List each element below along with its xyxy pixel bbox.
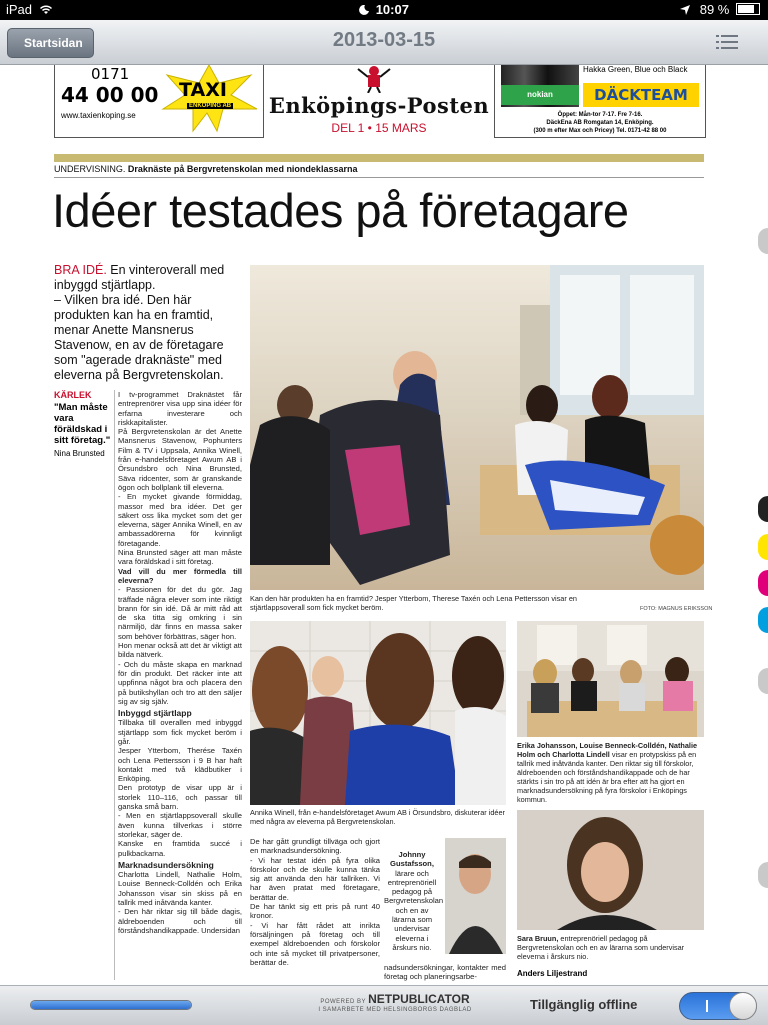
sara-photo[interactable] <box>517 810 704 930</box>
nokian-logo: nokian <box>501 85 579 105</box>
paragraph: De har gått grundligt tillväga och gjort en marknadsundersökning. <box>250 837 380 856</box>
moon-icon <box>359 5 369 15</box>
paragraph: nadsundersökningar, kontakter med företag och planeringsarbe- <box>384 963 506 982</box>
status-right <box>680 2 760 17</box>
download-progress-bar <box>30 1000 192 1010</box>
paragraph: De har tänkt sig ett pris på runt 40 kronor. <box>250 902 380 921</box>
taxi-phone: 44 00 00 <box>61 83 159 107</box>
masthead-figure-logo <box>354 65 394 93</box>
body-column-2 <box>250 837 380 967</box>
paragraph: Jesper Ytterbom, Therése Taxén och Lena Pettersson i 9 B har haft kontakt med två klädbutiker i Enköping. <box>118 746 242 784</box>
paragraph: - Men en stjärtlappsoverall skulle även kunna tillverkas i större storlekar, säger de. <box>118 811 242 839</box>
ingress-text: En vinteroverall med inbyggd stjärtlapp. <box>54 263 225 292</box>
tire-brands: Hakka Green, Blue och Black <box>583 65 688 74</box>
masthead-issue: DEL 1 • 15 MARS <box>331 121 427 135</box>
offline-toggle[interactable] <box>679 992 757 1020</box>
sara-caption-name: Sara Bruun, <box>517 934 559 943</box>
masthead <box>268 65 490 139</box>
masthead-title: Enköpings-Posten <box>268 93 490 118</box>
paragraph: Charlotta Lindell, Nathalie Holm, Louise Benneck-Colldén och Erika Johansson visar sin skiss på en tallrik med inåtvända kanter. <box>118 870 242 908</box>
johnny-photo[interactable] <box>445 838 506 954</box>
erika-caption-text: visar en protypskiss på en tallrik med inåtvända kanter. Den riktar sig till förskolor, äldreboenden och förståndshandikappade och de har stärkts i sin tro på att idén är bra efter att ha gjort en marknadsundersökning på fyra förskolor i Enköpings kommun. <box>517 750 697 804</box>
partner-text: I SAMARBETE MED HELSINGBORGS DAGBLAD <box>318 1007 472 1013</box>
taxi-advertisement[interactable] <box>54 65 264 138</box>
headline: Idéer testades på företagare <box>52 184 629 237</box>
offline-label: Tillgänglig offline <box>530 997 638 1012</box>
page-marker <box>758 496 768 522</box>
erika-caption-names: Erika Johansson, Louise Benneck-Colldén, Nathalie Holm och Charlotta Lindell <box>517 741 698 759</box>
toggle-on-indicator <box>706 1000 708 1012</box>
toggle-knob[interactable] <box>729 992 757 1020</box>
paragraph: - Passionen för det du gör. Jag träffade några elever som inte riktigt brann för sin idé. Då är mitt råd att de ska titta sig omkring i sin närmiljö, där finns en massa saker som behöver förbättras, säger hon. <box>118 585 242 641</box>
pullquote-text: "Man måste vara föräldskad i sitt företag." <box>54 402 111 446</box>
netpublicator-branding <box>310 992 480 1013</box>
pullquote <box>54 390 112 458</box>
paragraph: - En mycket givande förmiddag, massor med bra idéer. Det ger säkert oss lika mycket som det ger eleverna, säger Annika Winell, en av ambassadörerna för kvinnligt företagande. <box>118 492 242 548</box>
paragraph: - Vi har fått rådet att inrikta försäljningen på företag och till exempel äldreboenden och förskolor och inte så mycket till privatpersoner, berättar de. <box>250 920 380 967</box>
paragraph: Nina Brunsted säger att man måste vara föräldskad i sitt företag. <box>118 548 242 567</box>
paragraph: Kanske en framtida succé i pulkbackarna. <box>118 839 242 858</box>
johnny-caption-name: Johnny Gustafsson, <box>390 850 434 869</box>
kicker-text: Draknäste på Bergvretenskolan med niondeklassarna <box>127 164 358 174</box>
pullquote-name: Nina Brunsted <box>54 449 105 458</box>
page-marker <box>758 607 768 633</box>
paragraph: Den prototyp de visar upp är i storlek 110–116, och passar till ganska små barn. <box>118 783 242 812</box>
author-byline: Anders Liljestrand <box>517 969 588 978</box>
johnny-caption-text: lärare och entreprenöriell pedagog på Bergvretenskolan och en av lärarna som undervisar eleverna i årskurs nio. <box>384 868 444 952</box>
taxi-phone-prefix: 0171 <box>91 65 130 83</box>
subheading: Inbyggd stjärtlapp <box>118 708 192 719</box>
status-center <box>0 2 768 17</box>
body-column-3 <box>384 963 506 982</box>
issue-date-title: 2013-03-15 <box>332 29 436 51</box>
paragraph: Hon menar också att det är viktigt att bilda nätverk. <box>118 641 242 660</box>
paragraph: På Bergvretenskolan är det Anette Mansnerus Stavenow, Pophunters Film & TV i Uppsala, Annika Winell, från e-handelsföretaget Awum AB i Örsundsbro och Nina Brunsted, Säva ridcenter, som är granskande ögon och bollplank till eleverna. <box>118 427 242 492</box>
bottom-toolbar <box>0 985 768 1025</box>
taxi-logo <box>159 65 259 133</box>
taxi-logo-sub: ENKÖPING AB <box>189 103 232 109</box>
tire-advertisement[interactable] <box>494 65 706 138</box>
battery-fill <box>738 5 754 13</box>
sara-caption-text: entreprenöriell pedagog på Bergvretenskolan och en av lärarna som undervisar eleverna i årskurs nio. <box>517 934 685 961</box>
paragraph: - Och du måste skapa en marknad för din produkt. Det räcker inte att uppfinna något bra och placera den på butikshyllan och tro att den säljer sig av sig själv. <box>118 659 242 706</box>
tire-hours: Öppet: Mån-tor 7-17. Fre 7-16. <box>557 112 643 118</box>
paragraph: - Den här riktar sig till både dagis, äldreboenden och till förståndshandikappade. Undersidan <box>118 907 242 935</box>
navigation-bar <box>0 20 768 65</box>
tire-directions: (300 m efter Max och Pricey) Tel. 0171-42 88 00 <box>533 128 667 134</box>
column-divider <box>114 390 115 980</box>
subheading: Marknadsundersökning <box>118 859 214 870</box>
page-marker <box>758 228 768 254</box>
interview-question: Vad vill du mer förmedla till eleverna? <box>118 566 242 585</box>
annika-photo[interactable] <box>250 621 506 805</box>
battery-icon <box>736 3 760 15</box>
ingress-quote: – Vilken bra idé. Den här produkten kan ha en framtid, menar Anette Mansnerus Stavenow, en av de företagare som "agerade draknäste" med eleverna på Bergvretenskolan. <box>54 293 224 382</box>
brand-name: NETPUBLICATOR <box>368 992 470 1006</box>
johnny-caption <box>384 850 444 952</box>
location-arrow-icon <box>680 5 690 15</box>
paragraph: Tillbaka till overallen med inbyggd stjärtlapp som fick mycket beröm i går. <box>118 718 242 746</box>
list-icon[interactable] <box>716 32 738 50</box>
main-photo-caption: Kan den här produkten ha en framtid? Jesper Ytterbom, Therese Taxén och Lena Pettersson visar en stjärtlappsoverall som fick mycket beröm. <box>250 594 577 612</box>
kicker <box>54 164 357 174</box>
body-column-1 <box>118 390 242 935</box>
photo-credit: FOTO: MAGNUS ERIKSSON <box>640 606 713 612</box>
page-marker <box>758 862 768 888</box>
device-name: iPad <box>6 2 33 17</box>
annika-caption: Annika Winell, från e-handelsföretaget Awum AB i Örsundsbro, diskuterar idéer med några av eleverna på Bergvretenskolan. <box>250 808 505 826</box>
taxi-url: www.taxienkoping.se <box>61 111 136 120</box>
page-marker <box>758 570 768 596</box>
kicker-bar <box>54 154 704 162</box>
taxi-logo-text: TAXI <box>179 79 227 101</box>
tire-address: DäckEna AB Romgatan 14, Enköping. <box>546 120 654 126</box>
tire-info <box>495 111 705 135</box>
clock: 10:07 <box>375 2 409 17</box>
main-photo[interactable] <box>250 265 704 590</box>
newspaper-page[interactable] <box>0 65 768 985</box>
pullquote-label: KÄRLEK <box>54 390 92 400</box>
erika-photo[interactable] <box>517 621 704 737</box>
ingress <box>54 263 242 383</box>
divider <box>54 177 704 178</box>
kicker-section: UNDERVISNING. <box>54 164 126 174</box>
paragraph: I tv-programmet Draknästet får entreprenörer visa upp sina idéer för erfarna investerare och riskkapitalister. <box>118 390 242 427</box>
powered-by: POWERED BY <box>320 999 366 1005</box>
erika-caption <box>517 741 704 804</box>
progress-fill <box>31 1001 191 1009</box>
paragraph: - Vi har testat idén på fyra olika förskolor och de skulle kunna tänka sig att använda den här tallriken. Vi har även pratat med företagare, berättar de. <box>250 855 380 902</box>
back-button-label: Startsidan <box>24 36 83 50</box>
sara-caption <box>517 934 704 961</box>
ingress-lead: BRA IDÉ. <box>54 263 107 277</box>
page-marker <box>758 534 768 560</box>
page-marker <box>758 668 768 694</box>
status-bar <box>0 0 768 20</box>
dackteam-logo: DÄCKTEAM <box>583 83 699 107</box>
battery-percent: 89 % <box>699 2 730 17</box>
